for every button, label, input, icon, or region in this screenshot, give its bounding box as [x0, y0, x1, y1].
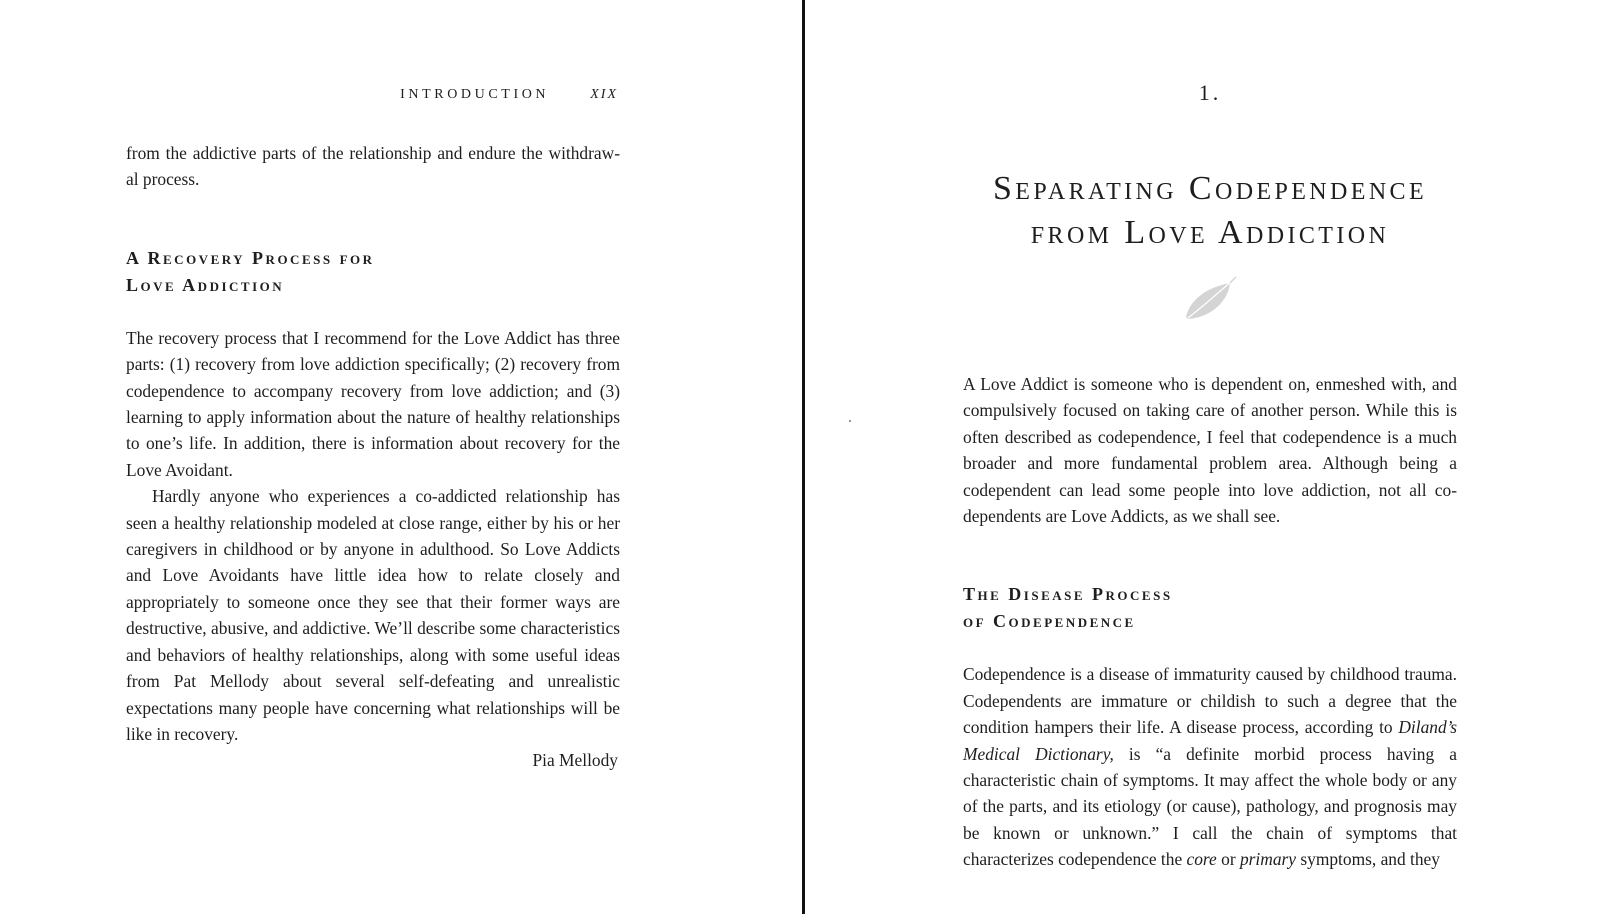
running-head: [126, 80, 620, 110]
page-gutter-divider: [802, 0, 805, 914]
text-run: or: [1216, 849, 1240, 870]
section-heading-line-1: A Recovery Process for: [126, 247, 375, 268]
chapter-number: 1.: [1198, 80, 1222, 105]
citation-title: Diland’s Medical Dictionary,: [963, 717, 1457, 764]
left-page: [126, 80, 620, 774]
stray-mark: [849, 420, 851, 422]
text-run: symptoms, and they: [1296, 849, 1440, 870]
emphasis: core: [1186, 849, 1217, 870]
carryover-line-1: from the addictive parts of the relationship and endure the withdraw-: [126, 143, 620, 163]
text-run: Codependence is a disease of immaturity caused by childhood trauma. Codependents are immature or childish to such a degree that the condition hampers their life. A disease process, according to: [963, 664, 1457, 738]
chapter-title-line-2: from Love Addiction: [1030, 214, 1390, 251]
right-page: [963, 75, 1457, 873]
body-paragraph: A Love Addict is someone who is dependent on, enmeshed with, and compulsively focused on taking care of another person. While this is often described as codependence, I feel that codependence is a much broader and more fundamental problem area. Although being a codependent can lead some people into love addiction, not all codependents are Love Addicts, as we shall see.: [963, 374, 1457, 527]
body-paragraph: Hardly anyone who experiences a co-addicted relationship has seen a healthy relationship modeled at close range, either by his or her caregivers in childhood or by anyone in adulthood. So Love Addicts and Love Avoidants have little idea how to relate closely and appropriately to someone once they see that their former ways are destructive, abusive, and addictive. We’ll describe some characteristics and behaviors of healthy relationships, along with some useful ideas from Pat Mellody about several self-defeating and unrealistic expectations many people have concerning what relationships will be like in recovery.: [126, 486, 620, 744]
section-heading: [963, 581, 1457, 635]
page-number: XIX: [590, 87, 618, 102]
author-signature: Pia Mellody: [532, 750, 618, 771]
body-paragraph: The recovery process that I recommend for the Love Addict has three parts: (1) recovery from love addiction specifically; (2) recovery from codependence to accompany recovery from love addiction; and (3) learning to apply information about the nature of healthy relationships to one’s life. In addition, there is information about recovery for the Love Avoidant.: [126, 327, 620, 480]
body-paragraph: [963, 661, 1457, 872]
section-heading: [126, 245, 620, 299]
text-run: is “a definite morbid process having a characteristic chain of symptoms. It may affect the whole body or any of the parts, and its etiology (or cause), pathology, and prognosis may be known or unknown.” I call the chain of symptoms that characterizes codependence the: [963, 743, 1458, 870]
running-head-title: INTRODUCTION: [400, 87, 550, 102]
carryover-paragraph: [126, 140, 620, 193]
emphasis: primary: [1239, 849, 1297, 870]
chapter-title-line-1: Separating Codependence: [992, 170, 1428, 207]
section-heading-line-1: The Disease Process: [963, 584, 1173, 605]
chapter-title: [963, 167, 1457, 255]
leaf-icon: [1180, 275, 1240, 325]
section-heading-line-2: of Codependence: [963, 611, 1136, 632]
carryover-line-2: al process.: [126, 169, 200, 190]
section-heading-line-2: Love Addiction: [126, 274, 285, 295]
